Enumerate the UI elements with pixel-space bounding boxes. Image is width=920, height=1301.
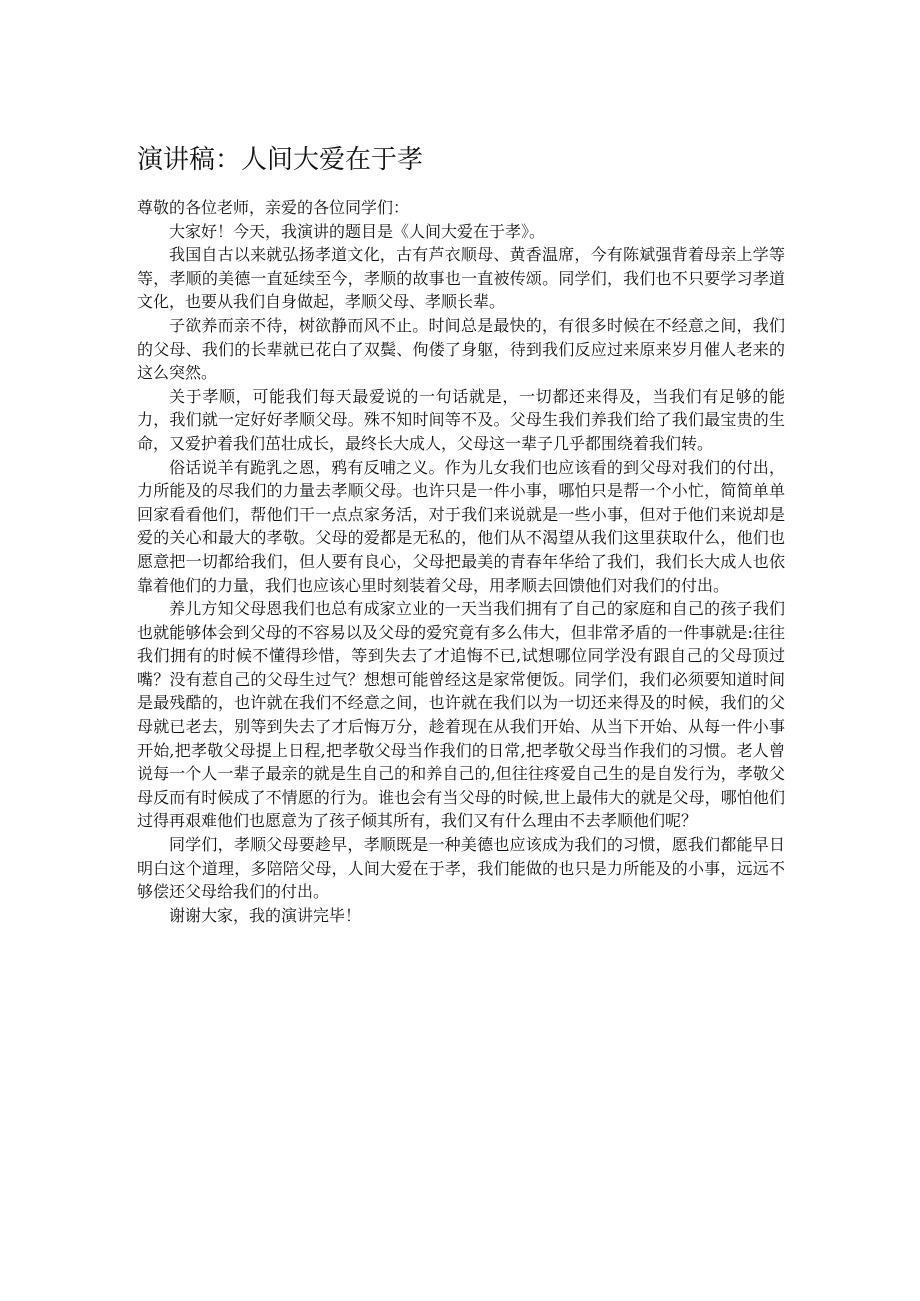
paragraph-tradition: 我国自古以来就弘扬孝道文化，古有芦衣顺母、黄香温席，今有陈斌强背着母亲上学等等，孝顺的美德一直延续至今，孝顺的故事也一直被传颂。同学们，我们也不只要学习孝道文化，也要从我们自身做起，孝顺父母、孝顺长辈。 (137, 245, 785, 312)
paragraph-filial-piety: 关于孝顺，可能我们每天最爱说的一句话就是，一切都还来得及，当我们有足够的能力，我们就一定好好孝顺父母。殊不知时间等不及。父母生我们养我们给了我们最宝贵的生命，又爱护着我们茁壮成长，最终长大成人，父母这一辈子几乎都围绕着我们转。 (137, 386, 785, 453)
paragraph-parenthood: 养儿方知父母恩我们也总有成家立业的一天当我们拥有了自己的家庭和自己的孩子我们也就能够体会到父母的不容易以及父母的爱究竟有多么伟大，但非常矛盾的一件事就是:往往我们拥有的时候不懂得珍惜，等到失去了才追悔不已,试想哪位同学没有跟自己的父母顶过嘴？没有惹自己的父母生过气？想想可能曾经这是家常便饭。同学们，我们必须要知道时间是最残酷的，也许就在我们不经意之间，也许就在我们以为一切还来得及的时候，我们的父母就已老去，别等到失去了才后悔万分，趁着现在从我们开始、从当下开始、从每一件小事开始,把孝敬父母提上日程,把孝敬父母当作我们的日常,把孝敬父母当作我们的习惯。老人曾说每一个人一辈子最亲的就是生自己的和养自己的,但往往疼爱自己生的是自发行为，孝敬父母反而有时候成了不情愿的行为。谁也会有当父母的时候,世上最伟大的就是父母，哪怕他们过得再艰难他们也愿意为了孩子倾其所有，我们又有什么理由不去孝顺他们呢？ (137, 599, 785, 831)
paragraph-conclusion: 同学们，孝顺父母要趁早，孝顺既是一种美德也应该成为我们的习惯，愿我们都能早日明白这个道理，多陪陪父母，人间大爱在于孝，我们能做的也只是力所能及的小事，远远不够偿还父母给我们的付出。 (137, 835, 785, 902)
paragraph-greeting: 大家好！今天，我演讲的题目是《人间大爱在于孝》。 (169, 221, 546, 241)
page-title: 演讲稿：人间大爱在于孝 (137, 145, 424, 175)
paragraph-time: 子欲养而亲不待，树欲静而风不止。时间总是最快的，有很多时候在不经意之间，我们的父母、我们的长辈就已花白了双鬓、佝偻了身躯，待到我们反应过来原来岁月催人老来的这么突然。 (137, 315, 785, 383)
paragraph-proverb: 俗话说羊有跪乳之恩，鸦有反哺之义。作为儿女我们也应该看的到父母对我们的付出，力所能及的尽我们的力量去孝顺父母。也许只是一件小事，哪怕只是帮一个小忙，简简单单回家看看他们，帮他们干一点点家务活，对于我们来说就是一些小事，但对于他们来说却是爱的关心和最大的孝敬。父母的爱都是无私的，他们从不渴望从我们这里获取什么，他们也愿意把一切都给我们，但人要有良心，父母把最美的青春年华给了我们，我们长大成人也依靠着他们的力量，我们也应该心里时刻装着父母，用孝顺去回馈他们对我们的付出。 (137, 457, 785, 595)
speech-body (137, 196, 785, 927)
paragraph-closing: 谢谢大家，我的演讲完毕！ (169, 905, 362, 925)
salutation: 尊敬的各位老师，亲爱的各位同学们： (137, 198, 410, 217)
